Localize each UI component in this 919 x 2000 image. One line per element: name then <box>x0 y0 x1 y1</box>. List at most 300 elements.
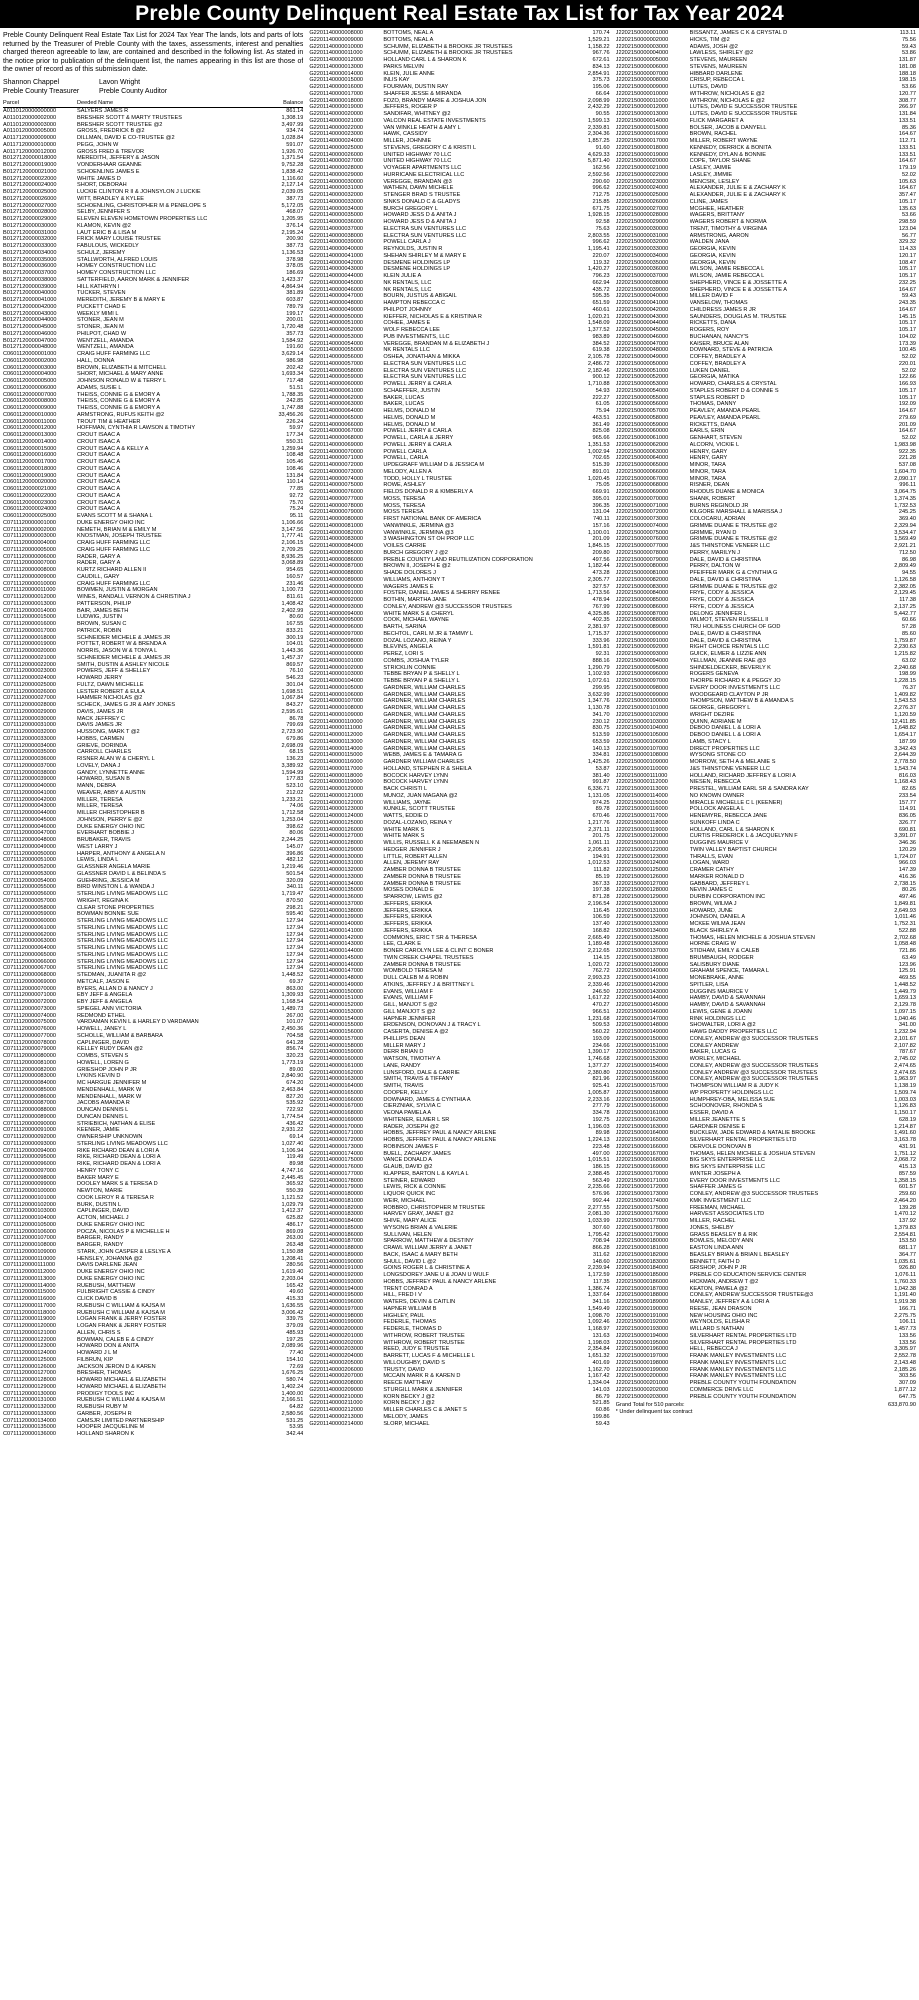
list-item <box>3 486 303 493</box>
balance: 2,129.45 <box>894 590 916 597</box>
balance: 1,033.99 <box>587 1218 610 1224</box>
parcel-number: C0711120000078000 <box>3 1039 56 1046</box>
parcel-number: J2202150000041000 <box>615 300 669 306</box>
balance: 167.55 <box>286 621 304 628</box>
balance: 762.72 <box>592 968 610 975</box>
balance: 105.17 <box>898 387 916 394</box>
list-item <box>3 675 303 682</box>
balance: 836.05 <box>898 813 916 819</box>
balance: 1,710.88 <box>587 381 610 387</box>
parcel-number: C0711120000040000 <box>3 783 56 790</box>
parcel-number: J2202150000182000 <box>615 1251 669 1258</box>
balance: 52.02 <box>901 354 916 360</box>
parcel-number: J2202150000179000 <box>615 1231 669 1238</box>
balance: 891.01 <box>592 468 610 475</box>
parcel-number: G2201140000049000 <box>309 306 364 313</box>
parcel-number: C0711120000081000 <box>3 1059 56 1066</box>
parcel-number: C0601120000002000 <box>3 357 57 364</box>
deeded-name: BLEVINS, ANGELA <box>383 644 433 651</box>
deeded-name: ELECTRA SUN VENTURES LLC <box>383 232 467 239</box>
parcel-number: C0601120000007000 <box>3 391 57 398</box>
balance: 56.77 <box>901 232 916 239</box>
parcel-number: C0711120000002000 <box>3 526 56 533</box>
deeded-name: TROUT TIM & HEATHER <box>77 418 141 425</box>
deeded-name: HICKS, TIM @2 <box>689 36 730 43</box>
deeded-name: NK RENTALS, LLC <box>383 279 432 286</box>
list-item <box>616 833 916 840</box>
deeded-name: WILLIS, RUSSELL K & NEEMABEN N <box>383 840 480 846</box>
parcel-number: J2202150000072000 <box>615 509 669 516</box>
deeded-name: DUGGINS MAURICE V <box>689 840 749 846</box>
deeded-name: SHANK, ROBERT <box>689 495 736 502</box>
balance: 1,029.79 <box>281 1201 304 1208</box>
balance: 671.75 <box>592 205 610 212</box>
parcel-number: C0711120000073000 <box>3 1005 56 1012</box>
deeded-name: HENRY, GARY <box>689 448 728 455</box>
balance: 177.34 <box>286 432 304 439</box>
list-item <box>309 314 609 321</box>
balance: 125.91 <box>898 968 916 975</box>
deeded-name: RISNER ALAN W & CHERYL L <box>77 756 155 763</box>
parcel-number: C0711120000111000 <box>3 1262 56 1269</box>
balance: 76.10 <box>289 668 304 675</box>
parcel-number: C0711120000117000 <box>3 1302 56 1309</box>
deeded-name: THEISS, CONNIE G & EMORY A <box>77 405 161 412</box>
deeded-name: WOLF REBECCA LEE <box>383 327 440 333</box>
column-2 <box>309 30 609 1438</box>
deeded-name: FRYE, CODY & JESSICA <box>689 597 754 603</box>
list-item <box>616 341 916 348</box>
balance: 460.61 <box>592 306 610 313</box>
balance: 51.51 <box>289 384 304 391</box>
deeded-name: PEAVLEY, AMANDA PEARL <box>689 408 761 414</box>
list-item <box>3 628 303 635</box>
balance: 531.25 <box>286 1417 304 1424</box>
deeded-name: GABBARD, JEFFREY L <box>689 880 750 887</box>
balance: 357.47 <box>898 192 916 198</box>
list-item <box>3 405 303 412</box>
list-item <box>309 1272 609 1279</box>
deeded-name: LASLEY, JAIMIE <box>689 165 732 171</box>
parcel-number: G2201140000019000 <box>309 104 364 111</box>
balance: 1,543.53 <box>894 698 916 705</box>
parcel-number: C0711120000091000 <box>3 1127 56 1134</box>
parcel-number: G2201140000115000 <box>309 752 363 759</box>
parcel-number: G2201140000032000 <box>309 192 364 198</box>
balance: 2,738.15 <box>894 880 916 887</box>
deeded-name: PUB INVESTMENTS, LLC <box>383 333 450 340</box>
parcel-number: J2202150000018000 <box>615 144 669 151</box>
deeded-name: STERLING LIVING MEADOWS LLC <box>77 918 168 925</box>
deeded-name: LITTLE, ROBERT ALLEN <box>383 853 447 860</box>
list-item <box>3 257 303 264</box>
parcel-number: C0601120000025000 <box>3 513 57 520</box>
deeded-name: KORN BECKY J @2 <box>383 1400 435 1407</box>
deeded-name: HOWARD, CHARLES & CRYSTAL <box>689 381 777 387</box>
balance: 334.81 <box>592 752 610 759</box>
parcel-number: G2201140000138000 <box>309 907 364 914</box>
parcel-number: C0711120000086000 <box>3 1093 56 1100</box>
parcel-number: C0711120000058000 <box>3 904 56 911</box>
parcel-number: J2202150000144000 <box>615 995 669 1002</box>
balance: 127.94 <box>286 938 304 945</box>
deeded-name: MELODY, ALLEN A <box>383 468 432 475</box>
balance: 85.36 <box>901 124 916 131</box>
parcel-number: G2201140000214000 <box>309 1420 364 1427</box>
parcel-number: J2202150000128000 <box>615 887 669 894</box>
list-item <box>309 1259 609 1266</box>
balance: 131.87 <box>898 57 916 63</box>
parcel-number: J2202150000181000 <box>615 1245 669 1251</box>
list-item <box>309 354 609 361</box>
deeded-name: BURCH GREGORY L <box>383 205 438 212</box>
balance: 357.73 <box>286 330 304 337</box>
deeded-name: GROSS FRED & TREVOR <box>77 148 145 155</box>
deeded-name: ALLEN, JEREMY RAY <box>383 860 440 867</box>
parcel-number: J2202150000173000 <box>615 1191 669 1197</box>
deeded-name: GOINS ROGER L & CHRISTINE A <box>383 1265 470 1272</box>
balance: 816.03 <box>898 772 916 779</box>
balance: 1,138.19 <box>894 1083 916 1089</box>
parcel-number: G2201140000044000 <box>309 273 364 279</box>
deeded-name: SINKS DONALD C & GLADYS <box>383 198 461 205</box>
deeded-name: BOURN, JUSTUS & ABIGAIL <box>383 293 457 300</box>
deeded-name: MILLER, RACHEL <box>689 1218 736 1224</box>
balance: 396.86 <box>286 850 304 857</box>
balance: 200.01 <box>286 317 304 324</box>
deeded-name: GEORGIA, KEVIN <box>689 252 736 259</box>
parcel-number: J2202150000132000 <box>615 914 669 921</box>
list-item <box>616 1191 916 1198</box>
parcel-number: J2202150000104000 <box>615 725 669 732</box>
deeded-name: POTTET, ROBERT W & BRENDA A <box>77 641 167 648</box>
official-auditor <box>99 79 195 96</box>
deeded-name: HOWELL, LOREN G <box>77 1059 129 1066</box>
list-item <box>616 516 916 523</box>
deeded-name: BROWN, ELIZABETH & MITCHELL <box>77 364 167 371</box>
balance: 307.60 <box>592 1224 610 1231</box>
balance: 996.62 <box>592 185 610 192</box>
balance: 679.86 <box>286 735 304 742</box>
footer <box>616 1402 916 1416</box>
balance: 2,474.65 <box>894 1069 916 1076</box>
parcel-number: J2202150000049000 <box>615 354 669 360</box>
balance: 75.05 <box>595 482 610 489</box>
balance: 641.28 <box>286 1039 304 1046</box>
parcel-number: J2202150000016000 <box>615 131 669 138</box>
balance: 173.39 <box>898 340 916 347</box>
list-item <box>616 550 916 557</box>
parcel-number: C0711120000119000 <box>3 1316 56 1323</box>
list-item <box>309 692 609 699</box>
deeded-name: TEBBE BRYAN P & SHELLY L <box>383 678 460 684</box>
list-item <box>3 554 303 561</box>
list-item <box>616 806 916 813</box>
deeded-name: BONER CAROLYN LEE & CLINT C BONER <box>383 948 494 954</box>
balance: 523.10 <box>286 783 304 790</box>
deeded-name: HOBBS, JEFFREY PAUL & NANCY ARLENE <box>383 1130 497 1137</box>
balance: 111.82 <box>593 867 610 873</box>
deeded-name: BRESHER SCOTT TRUSTEE @2 <box>77 121 163 128</box>
deeded-name: SHOWALTER, LORI A @2 <box>689 1022 756 1029</box>
balance: 925.41 <box>592 1083 610 1089</box>
balance: 3,629.14 <box>281 351 304 358</box>
balance: 127.94 <box>286 951 304 958</box>
list-item <box>309 584 609 591</box>
deeded-name: BAIR, JAMES BETH <box>77 607 129 614</box>
list-item <box>3 1235 303 1242</box>
parcel-number: G2201140000031000 <box>309 185 364 192</box>
balance: 1,337.64 <box>587 1292 610 1299</box>
balance: 473.28 <box>592 570 610 576</box>
balance: 468.07 <box>286 209 304 216</box>
deeded-name: REDMOND ETHEL <box>77 1012 126 1019</box>
deeded-name: HOMEY CONSTRUCTION LLC <box>77 263 156 270</box>
balance: 89.00 <box>289 1066 304 1073</box>
deeded-name: VEREGGE, BRANDAN @3 <box>383 178 452 185</box>
balance: 75.56 <box>901 36 916 43</box>
list-item <box>3 1242 303 1249</box>
balance: 2,101.67 <box>894 1035 916 1042</box>
deeded-name: WITT, BRADLEY & KYLEE <box>77 195 145 202</box>
balance: 300.19 <box>286 634 304 641</box>
list-item <box>616 287 916 294</box>
list-item <box>3 506 303 513</box>
list-item <box>309 800 609 807</box>
list-item <box>309 590 609 597</box>
deeded-name: KIEFFER, NICHOLAS E & KRISTINA R <box>383 313 482 320</box>
deeded-name: RIKE, RICHARD DEAN & LORI A <box>77 1161 161 1168</box>
deeded-name: BARGER, RANDY <box>77 1242 124 1249</box>
list-item <box>616 401 916 408</box>
parcel-number: A0117120000009000 <box>3 135 57 142</box>
deeded-name: NEVIN JAMES C <box>689 887 733 894</box>
balance: 5,172.05 <box>281 202 304 209</box>
balance: 1,015.51 <box>587 1157 610 1164</box>
list-item <box>3 959 303 966</box>
balance: 965.66 <box>592 435 610 441</box>
deeded-name: SPIEGEL ANN VICTORIA <box>77 1005 142 1012</box>
list-item <box>309 131 609 138</box>
parcel-number: C0711120000046000 <box>3 823 56 830</box>
deeded-name: SCHUMM, ELIZABETH & BROOKE JR TRUSTEES <box>383 43 513 50</box>
parcel-number: J2202150000067000 <box>615 475 669 482</box>
parcel-number: C0711120000042000 <box>3 796 56 803</box>
list-item <box>309 320 609 327</box>
list-item <box>616 1299 916 1306</box>
list-item <box>309 881 609 888</box>
list-item <box>616 597 916 604</box>
deeded-name: POWELL, CARLA & JERRY <box>383 435 454 441</box>
balance: 1,654.17 <box>894 732 916 738</box>
deeded-name: CLICK DAVID B <box>77 1296 117 1303</box>
parcel-number: G2201140000023000 <box>309 131 364 138</box>
deeded-name: RUEBUSH RUBY M <box>77 1404 128 1411</box>
column-header <box>3 100 303 108</box>
deeded-name: REYNOLDS, JUSTIN R <box>383 246 443 252</box>
parcel-number: J2202150000189000 <box>615 1299 669 1305</box>
list-item <box>616 1097 916 1104</box>
parcel-number: J2202150000197000 <box>615 1353 669 1359</box>
list-item <box>616 428 916 435</box>
balance: 164.67 <box>898 286 916 293</box>
balance: 120.77 <box>898 90 916 97</box>
balance: 2,931.22 <box>281 1127 304 1134</box>
list-item <box>616 881 916 888</box>
deeded-name: GARDNER, WILLIAM CHARLES <box>383 698 466 705</box>
parcel-number: B0127120000031000 <box>3 229 57 236</box>
list-item <box>309 773 609 780</box>
parcel-number: C0711120000066000 <box>3 958 56 965</box>
deeded-name: KENNEDY, DERRICK & BONITA <box>689 144 772 151</box>
deeded-name: MILLER CHARLES C & JANET S <box>383 1407 467 1413</box>
deeded-name: CAUDILL, GARY <box>77 573 120 580</box>
parcel-number: J2202150000057000 <box>615 408 669 414</box>
parcel-number: G2201140000040000 <box>309 246 364 252</box>
deeded-name: MILLER MARY J <box>383 1042 426 1049</box>
deeded-name: COPE, TAYLOR SHANE <box>689 158 751 165</box>
list-item <box>616 935 916 942</box>
list-item <box>309 1137 609 1144</box>
deeded-name: MENDENHALL, MARK W <box>77 1086 142 1093</box>
list-item <box>309 1400 609 1407</box>
deeded-name: STONER, JEAN M <box>77 324 124 331</box>
list-item <box>3 452 303 459</box>
balance: 861.14 <box>286 108 304 115</box>
parcel-number: G2201140000035000 <box>309 212 364 219</box>
list-item <box>3 864 303 871</box>
list-item <box>309 503 609 510</box>
list-item <box>309 536 609 543</box>
list-item <box>616 928 916 935</box>
parcel-number: G2201140000199000 <box>309 1319 364 1326</box>
parcel-number: G2201140000162000 <box>309 1069 364 1076</box>
balance: 1,167.42 <box>587 1373 610 1380</box>
list-item <box>309 361 609 368</box>
list-item <box>3 1397 303 1404</box>
balance: 415.33 <box>286 1296 304 1303</box>
balance: 1,205.95 <box>281 216 304 223</box>
balance: 263.00 <box>286 1235 304 1242</box>
balance: 157.16 <box>592 522 610 529</box>
parcel-number: G2201140000075000 <box>309 482 364 489</box>
list-item <box>3 1377 303 1384</box>
balance: 127.94 <box>286 918 304 925</box>
deeded-name: WRIGHT DEZIRE <box>689 711 735 718</box>
deeded-name: BOTTOMS, NEAL A <box>383 36 434 43</box>
list-item <box>616 570 916 577</box>
parcel-number: G2201140000014000 <box>309 70 364 77</box>
deeded-name: RUEBUSH C WILLIAM & KAJSA M <box>77 1397 165 1404</box>
list-item <box>3 1121 303 1128</box>
list-item <box>616 462 916 469</box>
balance: 1,377.27 <box>587 1062 610 1069</box>
deeded-name: GILL MANJOT S @2 <box>383 1008 436 1015</box>
deeded-name: BOLSER, JACOB & DANYELL <box>689 124 767 131</box>
parcel-number: C0711120000047000 <box>3 830 56 837</box>
parcel-number: J2202150000061000 <box>615 435 669 441</box>
deeded-name: WHITENER, ELMER L SR <box>383 1116 450 1123</box>
deeded-name: BISSANTZ, JAMES C K & CRYSTAL D <box>689 30 788 36</box>
deeded-name: NIESEN, REBECCA <box>689 779 741 786</box>
balance: 290.60 <box>592 178 610 185</box>
balance: 137.40 <box>592 921 610 927</box>
deeded-name: LUTES, DAVID <box>689 84 728 90</box>
deeded-name: REECE MATTHEW <box>383 1380 433 1386</box>
parcel-number: G2201140000176000 <box>309 1164 364 1170</box>
balance: 119.32 <box>592 259 610 266</box>
list-item <box>309 1056 609 1063</box>
balance: 2,854.91 <box>587 70 610 77</box>
parcel-number: C0601120000006000 <box>3 384 57 391</box>
deeded-name: 3 WASHINGTON ST OH PROP LLC <box>383 536 474 543</box>
parcel-number: B0127120000046000 <box>3 330 57 337</box>
balance: 2,090.17 <box>894 475 916 482</box>
list-item <box>616 98 916 105</box>
parcel-number: C0601120000010000 <box>3 411 57 418</box>
parcel-number: G2201140000045000 <box>309 279 364 286</box>
deeded-name: POWELL JERRY & CARLA <box>383 441 452 448</box>
list-item <box>309 118 609 125</box>
balance: 127.94 <box>286 931 304 938</box>
balance: 220.07 <box>592 252 610 259</box>
parcel-number: G2201140000129000 <box>309 846 364 853</box>
balance: 1,751.12 <box>894 1150 916 1157</box>
parcel-number: B0127120000034000 <box>3 249 57 256</box>
list-item <box>309 901 609 908</box>
balance: 2,304.36 <box>587 131 610 138</box>
balance: 2,185.26 <box>894 1366 916 1373</box>
list-item <box>3 689 303 696</box>
deeded-name: BURNS REGINOLD JR <box>689 502 749 509</box>
balance: 199.17 <box>286 310 304 317</box>
list-item <box>3 1134 303 1141</box>
parcel-number: G2201140000131000 <box>309 860 364 867</box>
parcel-number: B0127120000022000 <box>3 175 57 182</box>
deeded-name: ROWE, ASHLEY <box>383 482 426 489</box>
deeded-name: LUTES, DAVID E SUCCESSOR TRUSTEE <box>689 111 798 117</box>
parcel-number: J2202150000017000 <box>615 138 669 144</box>
balance: 1,720.48 <box>281 324 304 331</box>
list-item <box>616 455 916 462</box>
list-item <box>309 658 609 665</box>
parcel-number: C0711120000110000 <box>3 1255 56 1262</box>
list-item <box>616 1002 916 1009</box>
deeded-name: HUMPHREY-OBA, MELISSA SUE <box>689 1096 775 1103</box>
balance: 299.95 <box>592 684 610 691</box>
balance: 110.14 <box>286 479 304 486</box>
parcel-number: C0711120000005000 <box>3 546 56 553</box>
balance: 1,449.79 <box>894 988 916 995</box>
deeded-name: ERDENSON, DONOVAN J & TRACY L <box>383 1022 481 1029</box>
deeded-name: DUNCAN DENNIS L <box>77 1107 129 1114</box>
official-title: Preble County Treasurer <box>3 87 80 95</box>
balance: 721.86 <box>898 948 916 954</box>
list-item <box>616 435 916 442</box>
list-item <box>616 1117 916 1124</box>
balance: 515.39 <box>592 462 610 468</box>
parcel-number: G2201140000099000 <box>309 644 364 651</box>
list-item <box>309 779 609 786</box>
list-item <box>616 712 916 719</box>
deeded-name: GRASS BEASLEY B & RIK <box>689 1231 758 1238</box>
parcel-number: C0711120000009000 <box>3 573 56 580</box>
list-item <box>616 314 916 321</box>
deeded-name: STEDMAN, JUANITA R @2 <box>77 972 146 979</box>
list-item <box>3 182 303 189</box>
deeded-name: LOGAN FRANK & JERRY FOSTER <box>77 1323 167 1330</box>
list-item <box>3 513 303 520</box>
